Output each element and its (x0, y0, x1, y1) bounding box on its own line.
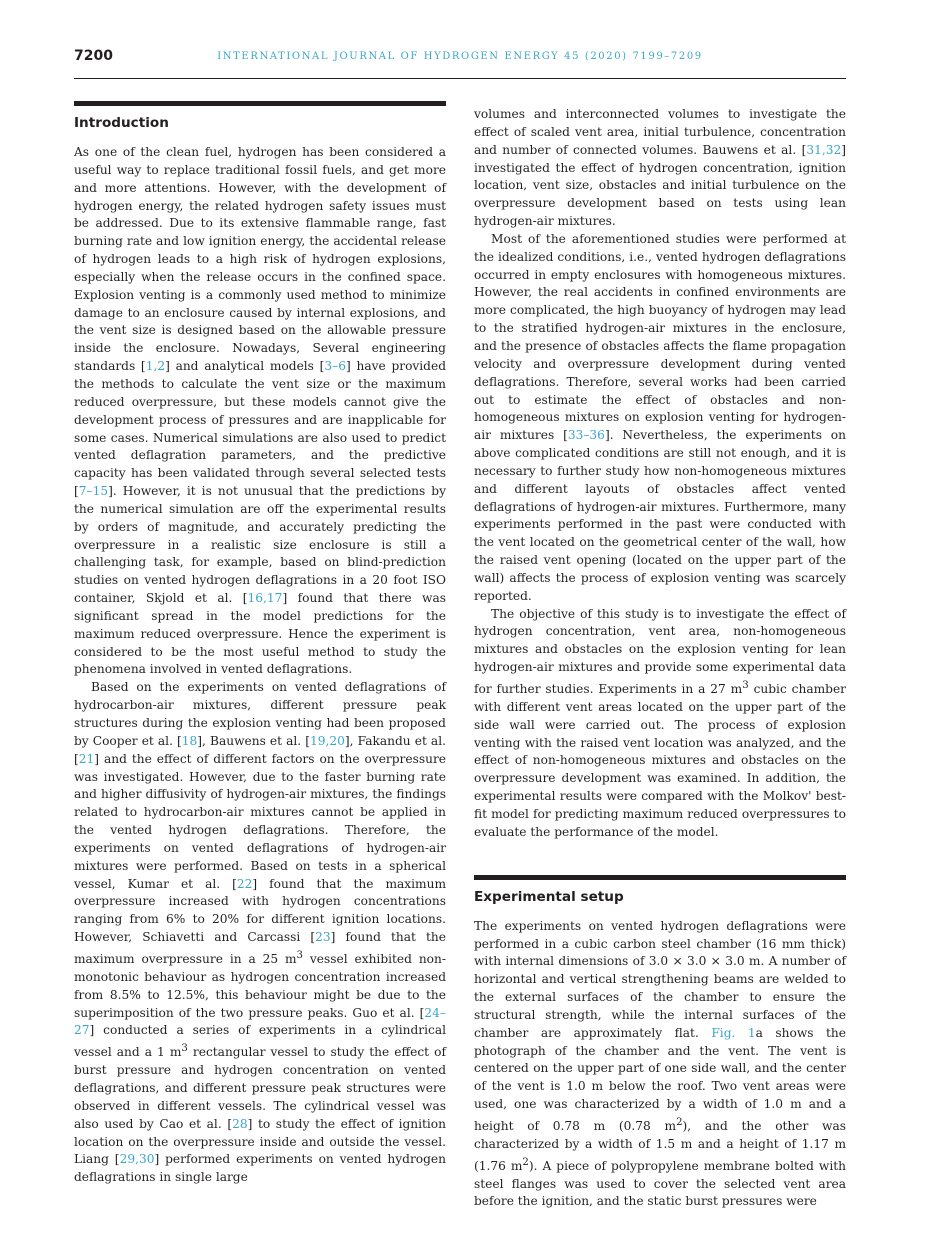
introduction-heading: Introduction (74, 115, 169, 131)
text-run: ] performed experiments on vented hydrogen deflagrations in single large (74, 1152, 446, 1185)
section-spacer (474, 842, 846, 875)
text-run: volumes and interconnected volumes to investigate the effect of scaled vent area, initial turbulence, concentration and number of connected volumes. Bauwens et al. [ (474, 107, 846, 157)
citation-link[interactable]: 3–6 (324, 359, 347, 374)
page-number: 7200 (74, 48, 113, 64)
citation-link[interactable]: 31,32 (806, 142, 842, 157)
right-paragraph-1 (474, 106, 846, 231)
header-rule (74, 78, 846, 79)
superscript: 2 (676, 1116, 683, 1128)
citation-link[interactable]: 22 (236, 876, 253, 891)
text-run: ] and the effect of different factors on the overpressure was investigated. However, due to the faster burning rate and higher diffusivity of hydrogen-air mixtures, the findings related to hydrocarbon-air mixtures cannot be applied in the vented hydrogen deflagrations. Therefore, the experiments on vented deflagrations of hydrogen-air mixtures were performed. Based on tests in a spherical vessel, Kumar et al. [ (74, 751, 446, 891)
experimental-setup-heading: Experimental setup (474, 888, 624, 905)
text-run: ] and analytical models [ (165, 359, 325, 374)
text-run: rectangular vessel to study the effect of burst pressure and hydrogen concentration on vented deflagrations, and different pressure peak structures were observed in different vessels. The cylindrical vessel was also used by Cao et al. [ (74, 1045, 446, 1131)
journal-title: INTERNATIONAL JOURNAL OF HYDROGEN ENERGY 45 (2020) 7199–7209 (217, 51, 703, 62)
text-run: Based on the experiments on vented deflagrations of hydrocarbon-air mixtures, different pressure peak structures during the explosion venting had been proposed by Cooper et al. [ (74, 680, 446, 748)
text-run: a shows the photograph of the chamber and the vent. The vent is centered on the upper part of one side wall, and the center of the vent is 1.0 m below the roof. Two vent areas were used, one was characterized by a width of 1.0 m and a height of 0.78 m (0.78 m (474, 1025, 846, 1133)
intro-paragraph-1 (74, 144, 446, 679)
text-run: ), and the other was characterized by a width of 1.5 m and a height of 1.17 m (1.76 m (474, 1119, 846, 1173)
right-paragraph-3 (474, 606, 846, 842)
text-run: The experiments on vented hydrogen deflagrations were performed in a cubic carbon steel chamber (16 mm thick) with internal dimensions of 3.0 × 3.0 × 3.0 m. A number of horizontal and vertical strengthening beams are welded to the external surfaces of the chamber to ensure the structural strength, while the internal surfaces of the chamber are approximately flat. (474, 918, 846, 1040)
citation-link[interactable]: 23 (315, 930, 331, 945)
superscript: 2 (522, 1156, 529, 1168)
citation-link[interactable]: 7–15 (78, 484, 109, 499)
text-run: ] conducted a series of experiments in a cylindrical vessel and a 1 m (74, 1023, 446, 1060)
text-run: ] found that the maximum overpressure in a 25 m (74, 930, 446, 967)
text-run: The objective of this study is to investigate the effect of hydrogen concentration, vent area, non-homogeneous mixtures and obstacles on the explosion venting for lean hydrogen-air mixtures and provide some experimental data for further studies. Experiments in a 27 m (474, 606, 846, 697)
figure-link[interactable]: Fig. 1 (711, 1025, 756, 1040)
text-run: vessel exhibited non-monotonic behaviour as hydrogen concentration increased from 8.5% to 12.5%, this behaviour might be due to the superimposition of the two pressure peaks. Guo et al. [ (74, 952, 446, 1020)
text-run: ] have provided the methods to calculate the vent size or the maximum reduced overpressure, but these models cannot give the development process of pressures and are inapplicable for some cases. Numerical simulations are also used to predict vented deflagration parameters, and the predictive capacity has been validated through several selected tests [ (74, 359, 447, 499)
text-run: ], Fakandu et al. [ (74, 733, 446, 766)
right-column (474, 106, 846, 1211)
citation-link[interactable]: 24–27 (74, 1005, 446, 1038)
left-column (74, 101, 446, 1187)
citation-link[interactable]: 1,2 (145, 359, 166, 374)
text-run: ] found that there was significant spread in the model predictions for the maximum reduced overpressure. Hence the experiment is considered to be the most useful method to study the phenomena involved in vented deflagrations. (74, 591, 446, 677)
citation-link[interactable]: 19,20 (310, 733, 345, 748)
citation-link[interactable]: 28 (232, 1116, 248, 1131)
introduction-rule (74, 101, 446, 106)
setup-rule (474, 875, 846, 880)
text-run: ). A piece of polypropylene membrane bolted with steel flanges was used to cover the selected vent area before the ignition, and the static burst pressures were (474, 1158, 846, 1209)
text-run: ] to study the effect of ignition location on the overpressure inside and outside the vessel. Liang [ (74, 1116, 446, 1167)
citation-link[interactable]: 29,30 (119, 1152, 155, 1167)
intro-paragraph-2 (74, 679, 446, 1187)
text-run: Most of the aforementioned studies were performed at the idealized conditions, i.e., vented hydrogen deflagrations occurred in empty enclosures with homogeneous mixtures. However, the real accidents in confined environments are more complicated, the high buoyancy of hydrogen may lead to the stratified hydrogen-air mixtures in the enclosure, and the presence of obstacles affects the flame propagation velocity and overpressure development during vented deflagrations. Therefore, several works had been carried out to estimate the effect of obstacles and non-homogeneous mixtures on explosion venting for hydrogen-air mixtures [ (474, 231, 846, 443)
text-run: ]. Nevertheless, the experiments on above complicated conditions are still not enough, and it is necessary to further study how non-homogeneous mixtures and different layouts of obstacles affect vented deflagrations of hydrogen-air mixtures. Furthermore, many experiments performed in the past were conducted with the vent located on the geometrical center of the wall, how the raised vent opening (located on the upper part of the wall) affects the process of explosion venting was scarcely reported. (474, 428, 846, 603)
citation-link[interactable]: 33–36 (567, 428, 605, 443)
citation-link[interactable]: 16,17 (247, 591, 283, 606)
citation-link[interactable]: 21 (78, 751, 95, 766)
superscript: 3 (742, 680, 749, 691)
text-run: ]. However, it is not unusual that the predictions by the numerical simulation are off the experimental results by orders of magnitude, and accurately predicting the overpressure in a realistic size enclosure is still a challenging task, for example, based on blind-prediction studies on vented hydrogen deflagrations in a 20 foot ISO container, Skjold et al. [ (74, 484, 446, 606)
text-run: ] found that the maximum overpressure increased with hydrogen concentrations ranging from 6% to 20% for different ignition locations. However, Schiavetti and Carcassi [ (74, 876, 446, 945)
setup-paragraph-1 (474, 918, 846, 1212)
text-run: cubic chamber with different vent areas located on the upper part of the side wall were carried out. The process of explosion venting with the raised vent location was analyzed, and the effect of non-homogeneous mixtures and obstacles on the overpressure development was examined. In addition, the experimental results were compared with the Molkov' best-fit model for predicting maximum reduced overpressures to evaluate the performance of the model. (474, 682, 846, 839)
running-header (74, 48, 846, 68)
text-run: ] investigated the effect of hydrogen concentration, ignition location, vent size, obstacles and initial turbulence on the overpressure development based on tests using lean hydrogen-air mixtures. (474, 142, 846, 229)
superscript: 3 (296, 949, 304, 961)
superscript: 3 (181, 1043, 188, 1055)
right-paragraph-2 (474, 231, 846, 606)
citation-link[interactable]: 18 (181, 733, 198, 748)
text-run: As one of the clean fuel, hydrogen has been considered a useful way to replace traditional fossil fuels, and get more and more attentions. However, with the development of hydrogen energy, the related hydrogen safety issues must be addressed. Due to its extensive flammable range, fast burning rate and low ignition energy, the accidental release of hydrogen leads to a high risk of hydrogen explosions, especially when the release occurs in the confined space. Explosion venting is a commonly used method to minimize damage to an enclosure caused by internal explosions, and the vent size is designed based on the allowable pressure inside the enclosure. Nowadays, Several engineering standards [ (74, 145, 446, 374)
text-run: ], Bauwens et al. [ (197, 733, 310, 748)
